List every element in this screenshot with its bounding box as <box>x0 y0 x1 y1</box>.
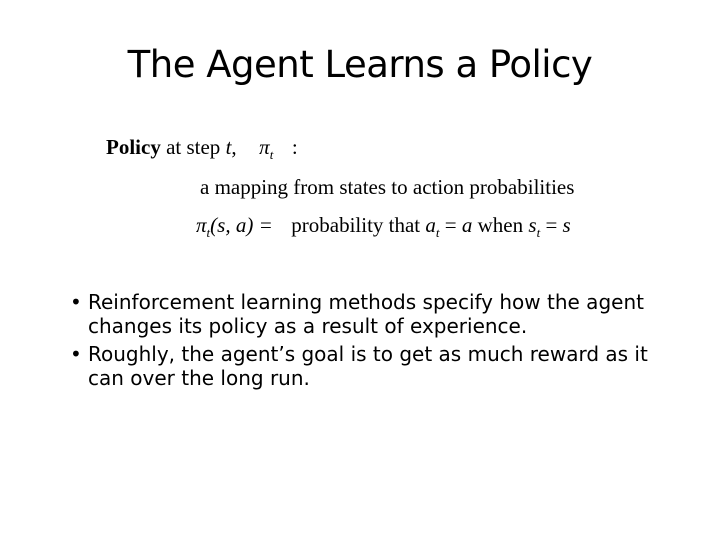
a-subscript: t <box>435 225 440 240</box>
pi-subscript-2: t <box>206 225 211 240</box>
at-step-text: at step <box>166 135 221 159</box>
probability-text: probability that <box>291 213 421 237</box>
bullet-marker: • <box>70 290 82 314</box>
bullet-item <box>70 290 670 338</box>
pi-symbol: π <box>259 135 270 159</box>
colon: : <box>291 135 298 159</box>
formula-args: (s, a) = <box>210 213 273 237</box>
t-symbol: t <box>225 135 232 159</box>
when-text: when <box>477 213 524 237</box>
equals-1: = <box>444 213 457 237</box>
mapping-line: a mapping from states to action probabilities <box>200 175 575 199</box>
pi-subscript: t <box>269 147 274 162</box>
bullet-item <box>70 342 670 390</box>
bullet-text: Roughly, the agent’s goal is to get as much reward as it can over the long run. <box>88 342 648 390</box>
a-value: a <box>461 213 473 237</box>
equals-2: = <box>545 213 558 237</box>
s-symbol: s <box>528 213 537 237</box>
bullet-text: Reinforcement learning methods specify how the agent changes its policy as a result of experience. <box>88 290 644 338</box>
formula-line <box>196 212 571 246</box>
slide-title: The Agent Learns a Policy <box>127 43 593 86</box>
s-value: s <box>562 213 571 237</box>
comma: , <box>231 135 237 159</box>
bullet-list <box>70 290 670 394</box>
s-subscript: t <box>536 225 541 240</box>
a-symbol: a <box>425 213 436 237</box>
bullet-marker: • <box>70 342 82 366</box>
policy-heading-line <box>106 134 298 168</box>
pi-symbol-2: π <box>196 213 207 237</box>
policy-word: Policy <box>106 135 161 159</box>
